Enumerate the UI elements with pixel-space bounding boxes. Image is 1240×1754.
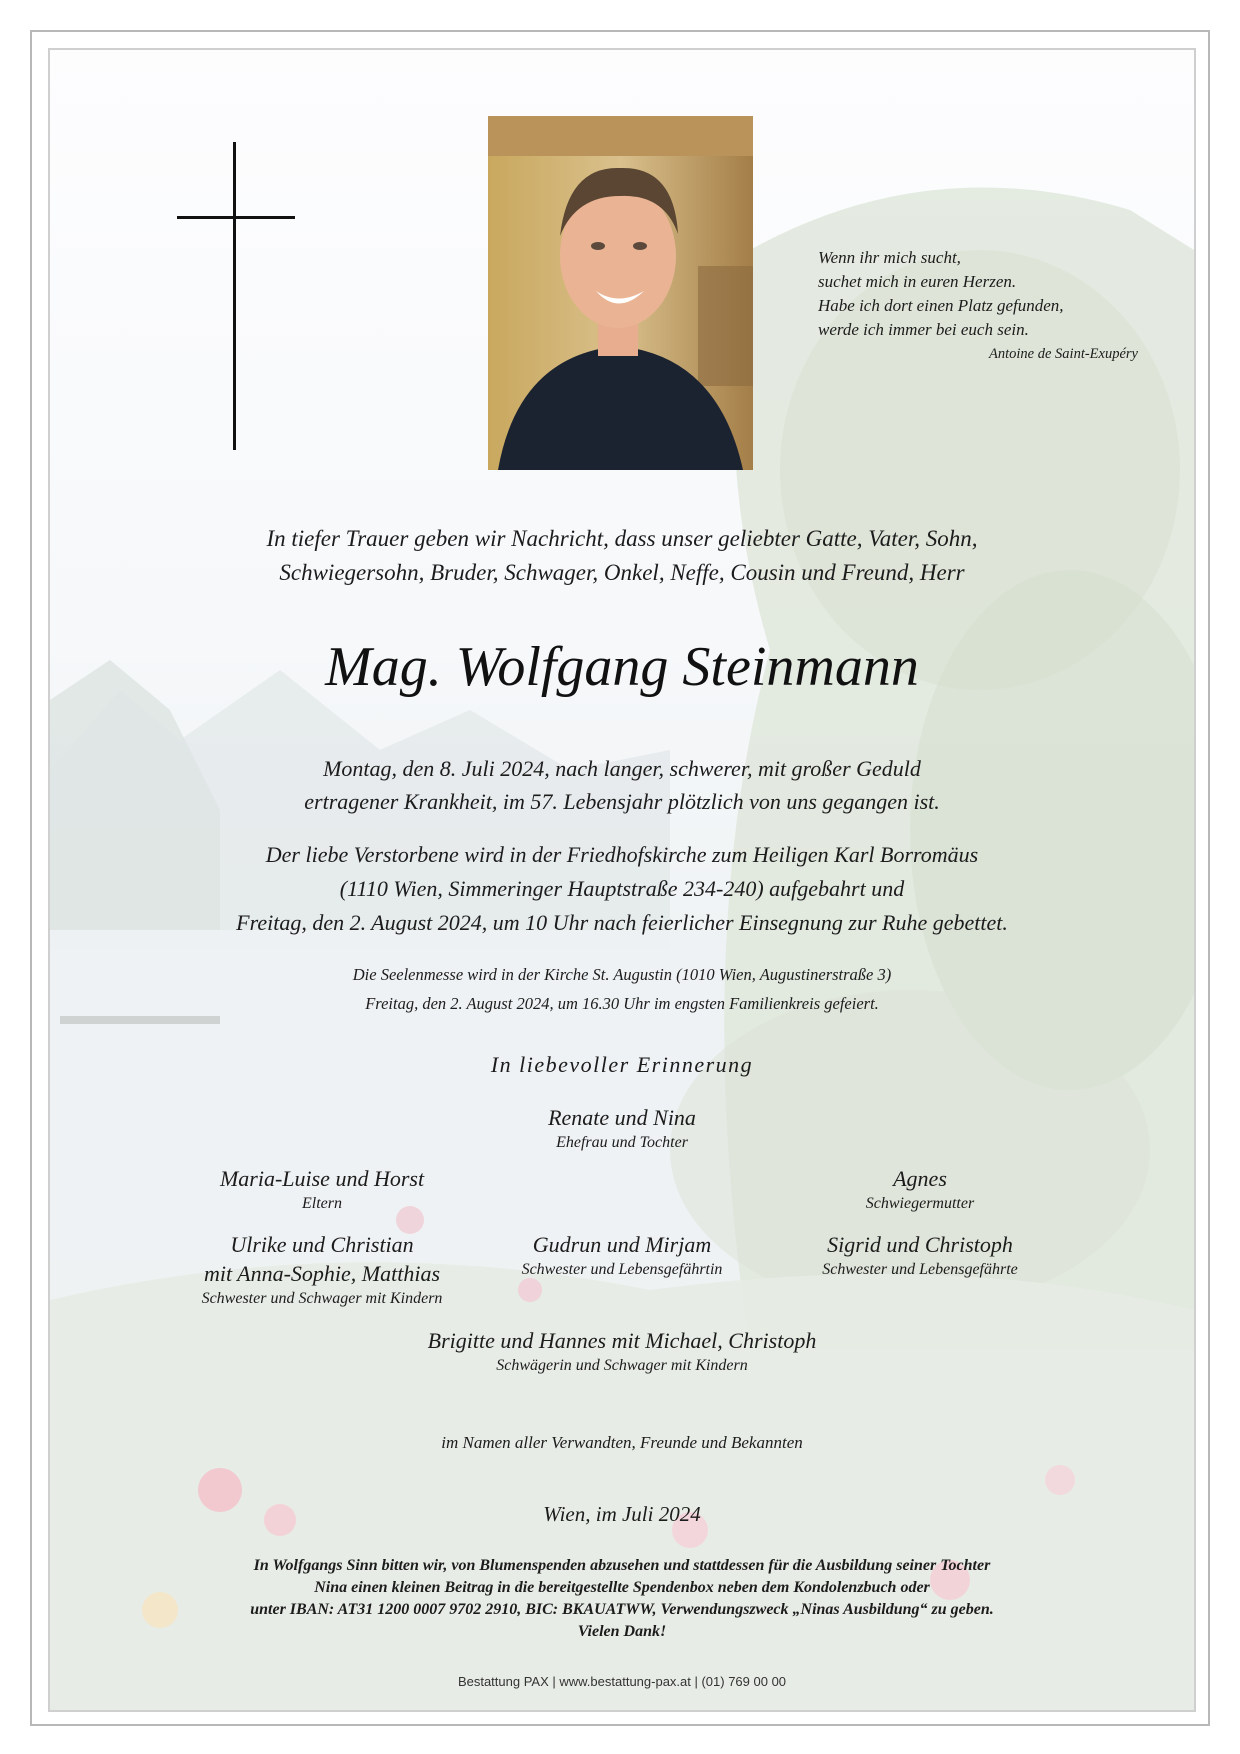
quote-line: Wenn ihr mich sucht, (818, 248, 961, 267)
mass-line: Freitag, den 2. August 2024, um 16.30 Uhr im engsten Familienkreis gefeiert. (365, 994, 879, 1013)
mourner-names: mit Anna-Sophie, Matthias (203, 1261, 441, 1286)
intro-line: In tiefer Trauer geben wir Nachricht, dass unser geliebter Gatte, Vater, Sohn, (266, 526, 978, 551)
mourner-names: Brigitte und Hannes mit Michael, Christoph (427, 1328, 817, 1353)
mourner-relation: Schwester und Lebensgefährte (822, 1261, 1018, 1278)
cross-vertical (233, 142, 236, 450)
mourner-wife (422, 1103, 822, 1154)
mourner-brigitte (322, 1326, 922, 1377)
intro-text (50, 522, 1194, 590)
mourner-names: Maria-Luise und Horst (219, 1166, 425, 1191)
mourner-relation: Schwiegermutter (865, 1195, 975, 1212)
quote-author: Antoine de Saint-Exupéry (989, 346, 1138, 362)
mourner-sigrid (750, 1230, 1090, 1281)
deceased-name: Mag. Wolfgang Steinmann (325, 636, 919, 698)
mourner-names: Gudrun und Mirjam (532, 1232, 712, 1257)
intro-line: Schwiegersohn, Bruder, Schwager, Onkel, Neffe, Cousin und Freund, Herr (279, 560, 965, 585)
mourner-relation: Schwester und Lebensgefährtin (521, 1261, 723, 1278)
mourner-names: Agnes (893, 1166, 947, 1191)
mass-line: Die Seelenmesse wird in der Kirche St. Augustin (1010 Wien, Augustinerstraße 3) (352, 965, 892, 984)
donation-line: unter IBAN: AT31 1200 0007 9702 2910, BIC: BKAUATWW, Verwendungszweck „Ninas Ausbildung“ zu geben. (250, 1601, 994, 1618)
funeral-line: (1110 Wien, Simmeringer Hauptstraße 234-240) aufgebahrt und (339, 876, 905, 901)
remembrance-heading: In liebevoller Erinnerung (490, 1052, 754, 1077)
death-notice-line: Montag, den 8. Juli 2024, nach langer, schwerer, mit großer Geduld (323, 756, 921, 781)
donation-line: Nina einen kleinen Beitrag in die bereitgestellte Spendenbox neben dem Kondolenzbuch oder (314, 1579, 930, 1596)
mourner-names: Sigrid und Christoph (827, 1232, 1013, 1257)
death-notice-line: ertragener Krankheit, im 57. Lebensjahr plötzlich von uns gegangen ist. (304, 789, 940, 814)
mourner-names: Renate und Nina (548, 1105, 696, 1130)
mass-details (50, 960, 1194, 1018)
cross-horizontal (177, 216, 295, 219)
place-date: Wien, im Juli 2024 (543, 1502, 701, 1526)
mourner-ulrike (142, 1230, 502, 1310)
funeral-line: Der liebe Verstorbene wird in der Friedhofskirche zum Heiligen Karl Borromäus (265, 842, 979, 867)
donation-line: In Wolfgangs Sinn bitten wir, von Blumenspenden abzusehen und stattdessen für die Ausbildung seiner Tochter (253, 1557, 991, 1574)
notice-card (48, 48, 1196, 1712)
funeral-details (50, 838, 1194, 940)
mourner-relation: Eltern (302, 1195, 342, 1212)
footer-contact: Bestattung PAX | www.bestattung-pax.at | (01) 769 00 00 (457, 1674, 787, 1689)
quote-block (818, 246, 1138, 366)
donation-note (50, 1555, 1194, 1643)
relatives-line: im Namen aller Verwandten, Freunde und Bekannten (441, 1433, 803, 1452)
portrait-photo (488, 116, 753, 470)
funeral-line: Freitag, den 2. August 2024, um 10 Uhr nach feierlicher Einsegnung zur Ruhe gebettet. (236, 910, 1008, 935)
donation-line: Vielen Dank! (577, 1623, 667, 1640)
quote-line: suchet mich in euren Herzen. (818, 272, 1017, 291)
mourner-parents (152, 1164, 492, 1215)
mourner-mother-in-law (750, 1164, 1090, 1215)
mourner-gudrun (452, 1230, 792, 1281)
quote-line: werde ich immer bei euch sein. (818, 320, 1029, 339)
mourner-relation: Schwägerin und Schwager mit Kindern (496, 1357, 748, 1374)
mourner-names: Ulrike und Christian (230, 1232, 414, 1257)
mourner-relation: Schwester und Schwager mit Kindern (201, 1290, 443, 1307)
mourner-relation: Ehefrau und Tochter (556, 1134, 688, 1151)
death-notice (50, 752, 1194, 818)
quote-line: Habe ich dort einen Platz gefunden, (818, 296, 1064, 315)
